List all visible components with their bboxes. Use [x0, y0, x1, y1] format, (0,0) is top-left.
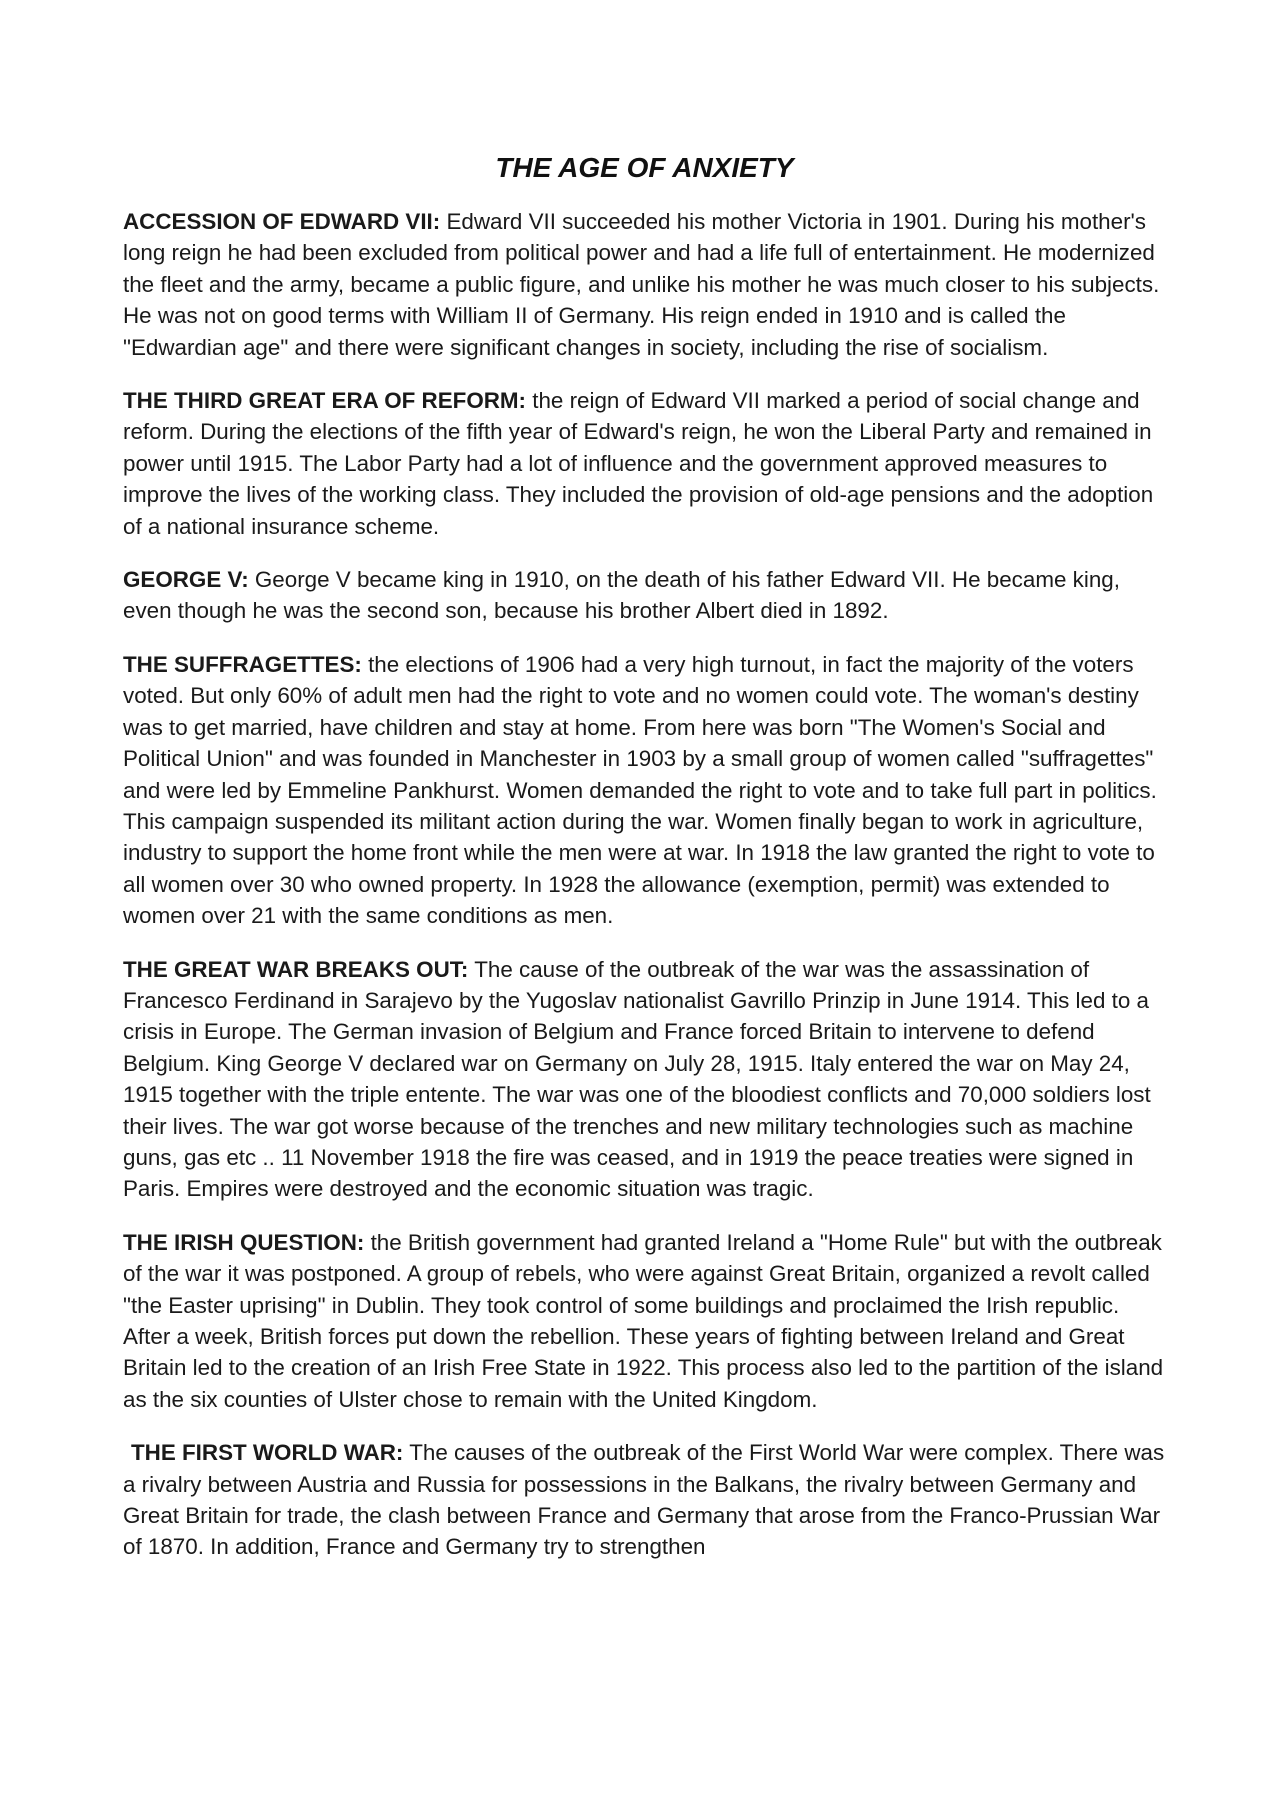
section-first-world-war [123, 1437, 1166, 1563]
section-heading: THE IRISH QUESTION: [123, 1229, 365, 1255]
section-heading: THE FIRST WORLD WAR: [131, 1440, 404, 1466]
section-text: The cause of the outbreak of the war was the assassination of Francesco Ferdinand in Sarajevo by the Yugoslav nationalist Gavrillo Prinzip in June 1914. This led to a crisis in Europe. The German invasion of Belgium and France forced Britain to intervene to defend Belgium. King George V declared war on Germany on July 28, 1915. Italy entered the war on May 24, 1915 together with the triple entente. The war was one of the bloodiest conflicts and 70,000 soldiers lost their lives. The war got worse because of the trenches and new military technologies such as machine guns, gas etc .. 11 November 1918 the fire was ceased, and in 1919 the peace treaties were signed in Paris. Empires were destroyed and the economic situation was tragic. [123, 956, 1151, 1202]
section-text: The causes of the outbreak of the First World War were complex. There was a rivalry between Austria and Russia for possessions in the Balkans, the rivalry between Germany and Great Britain for trade, the clash between France and Germany that arose from the Franco-Prussian War of 1870. In addition, France and Germany try to strengthen [123, 1440, 1165, 1560]
section-irish-question [123, 1227, 1166, 1415]
section-text: the elections of 1906 had a very high turnout, in fact the majority of the voters voted. But only 60% of adult men had the right to vote and no women could vote. The woman's destiny was to get married, have children and stay at home. From here was born "The Women's Social and Political Union" and was founded in Manchester in 1903 by a small group of women called "suffragettes" and were led by Emmeline Pankhurst. Women demanded the right to vote and to take full part in politics. This campaign suspended its militant action during the war. Women finally began to work in agriculture, industry to support the home front while the men were at war. In 1918 the law granted the right to vote to all women over 30 who owned property. In 1928 the allowance (exemption, permit) was extended to women over 21 with the same conditions as men. [123, 651, 1157, 929]
section-heading: ACCESSION OF EDWARD VII: [123, 209, 441, 234]
section-accession-edward-vii [123, 206, 1166, 363]
section-suffragettes [123, 649, 1166, 932]
document-title: THE AGE OF ANXIETY [495, 152, 794, 183]
section-heading: THE THIRD GREAT ERA OF REFORM: [123, 388, 527, 414]
section-text: George V became king in 1910, on the death of his father Edward VII. He became king, even though he was the second son, because his brother Albert died in 1892. [123, 567, 1120, 624]
section-heading: GEORGE V: [123, 567, 249, 593]
document-page [123, 150, 1166, 1585]
section-george-v [123, 564, 1166, 627]
section-great-war-breaks-out [123, 954, 1166, 1205]
section-text: the reign of Edward VII marked a period of social change and reform. During the elections of the fifth year of Edward's reign, he won the Liberal Party and remained in power until 1915. The Labor Party had a lot of influence and the government approved measures to improve the lives of the working class. They included the provision of old-age pensions and the adoption of a national insurance scheme. [123, 388, 1154, 539]
section-text: the British government had granted Ireland a "Home Rule" but with the outbreak of the war it was postponed. A group of rebels, who were against Great Britain, organized a revolt called "the Easter uprising" in Dublin. They took control of some buildings and proclaimed the Irish republic. After a week, British forces put down the rebellion. These years of fighting between Ireland and Great Britain led to the creation of an Irish Free State in 1922. This process also led to the partition of the island as the six counties of Ulster chose to remain with the United Kingdom. [123, 1229, 1164, 1412]
section-heading: THE GREAT WAR BREAKS OUT: [123, 956, 469, 982]
section-third-great-era-of-reform [123, 385, 1166, 542]
section-text: Edward VII succeeded his mother Victoria in 1901. During his mother's long reign he had been excluded from political power and had a life full of entertainment. He modernized the fleet and the army, became a public figure, and unlike his mother he was much closer to his subjects. He was not on good terms with William II of Germany. His reign ended in 1910 and is called the "Edwardian age" and there were significant changes in society, including the rise of socialism. [123, 209, 1160, 360]
section-heading: THE SUFFRAGETTES: [123, 651, 362, 677]
